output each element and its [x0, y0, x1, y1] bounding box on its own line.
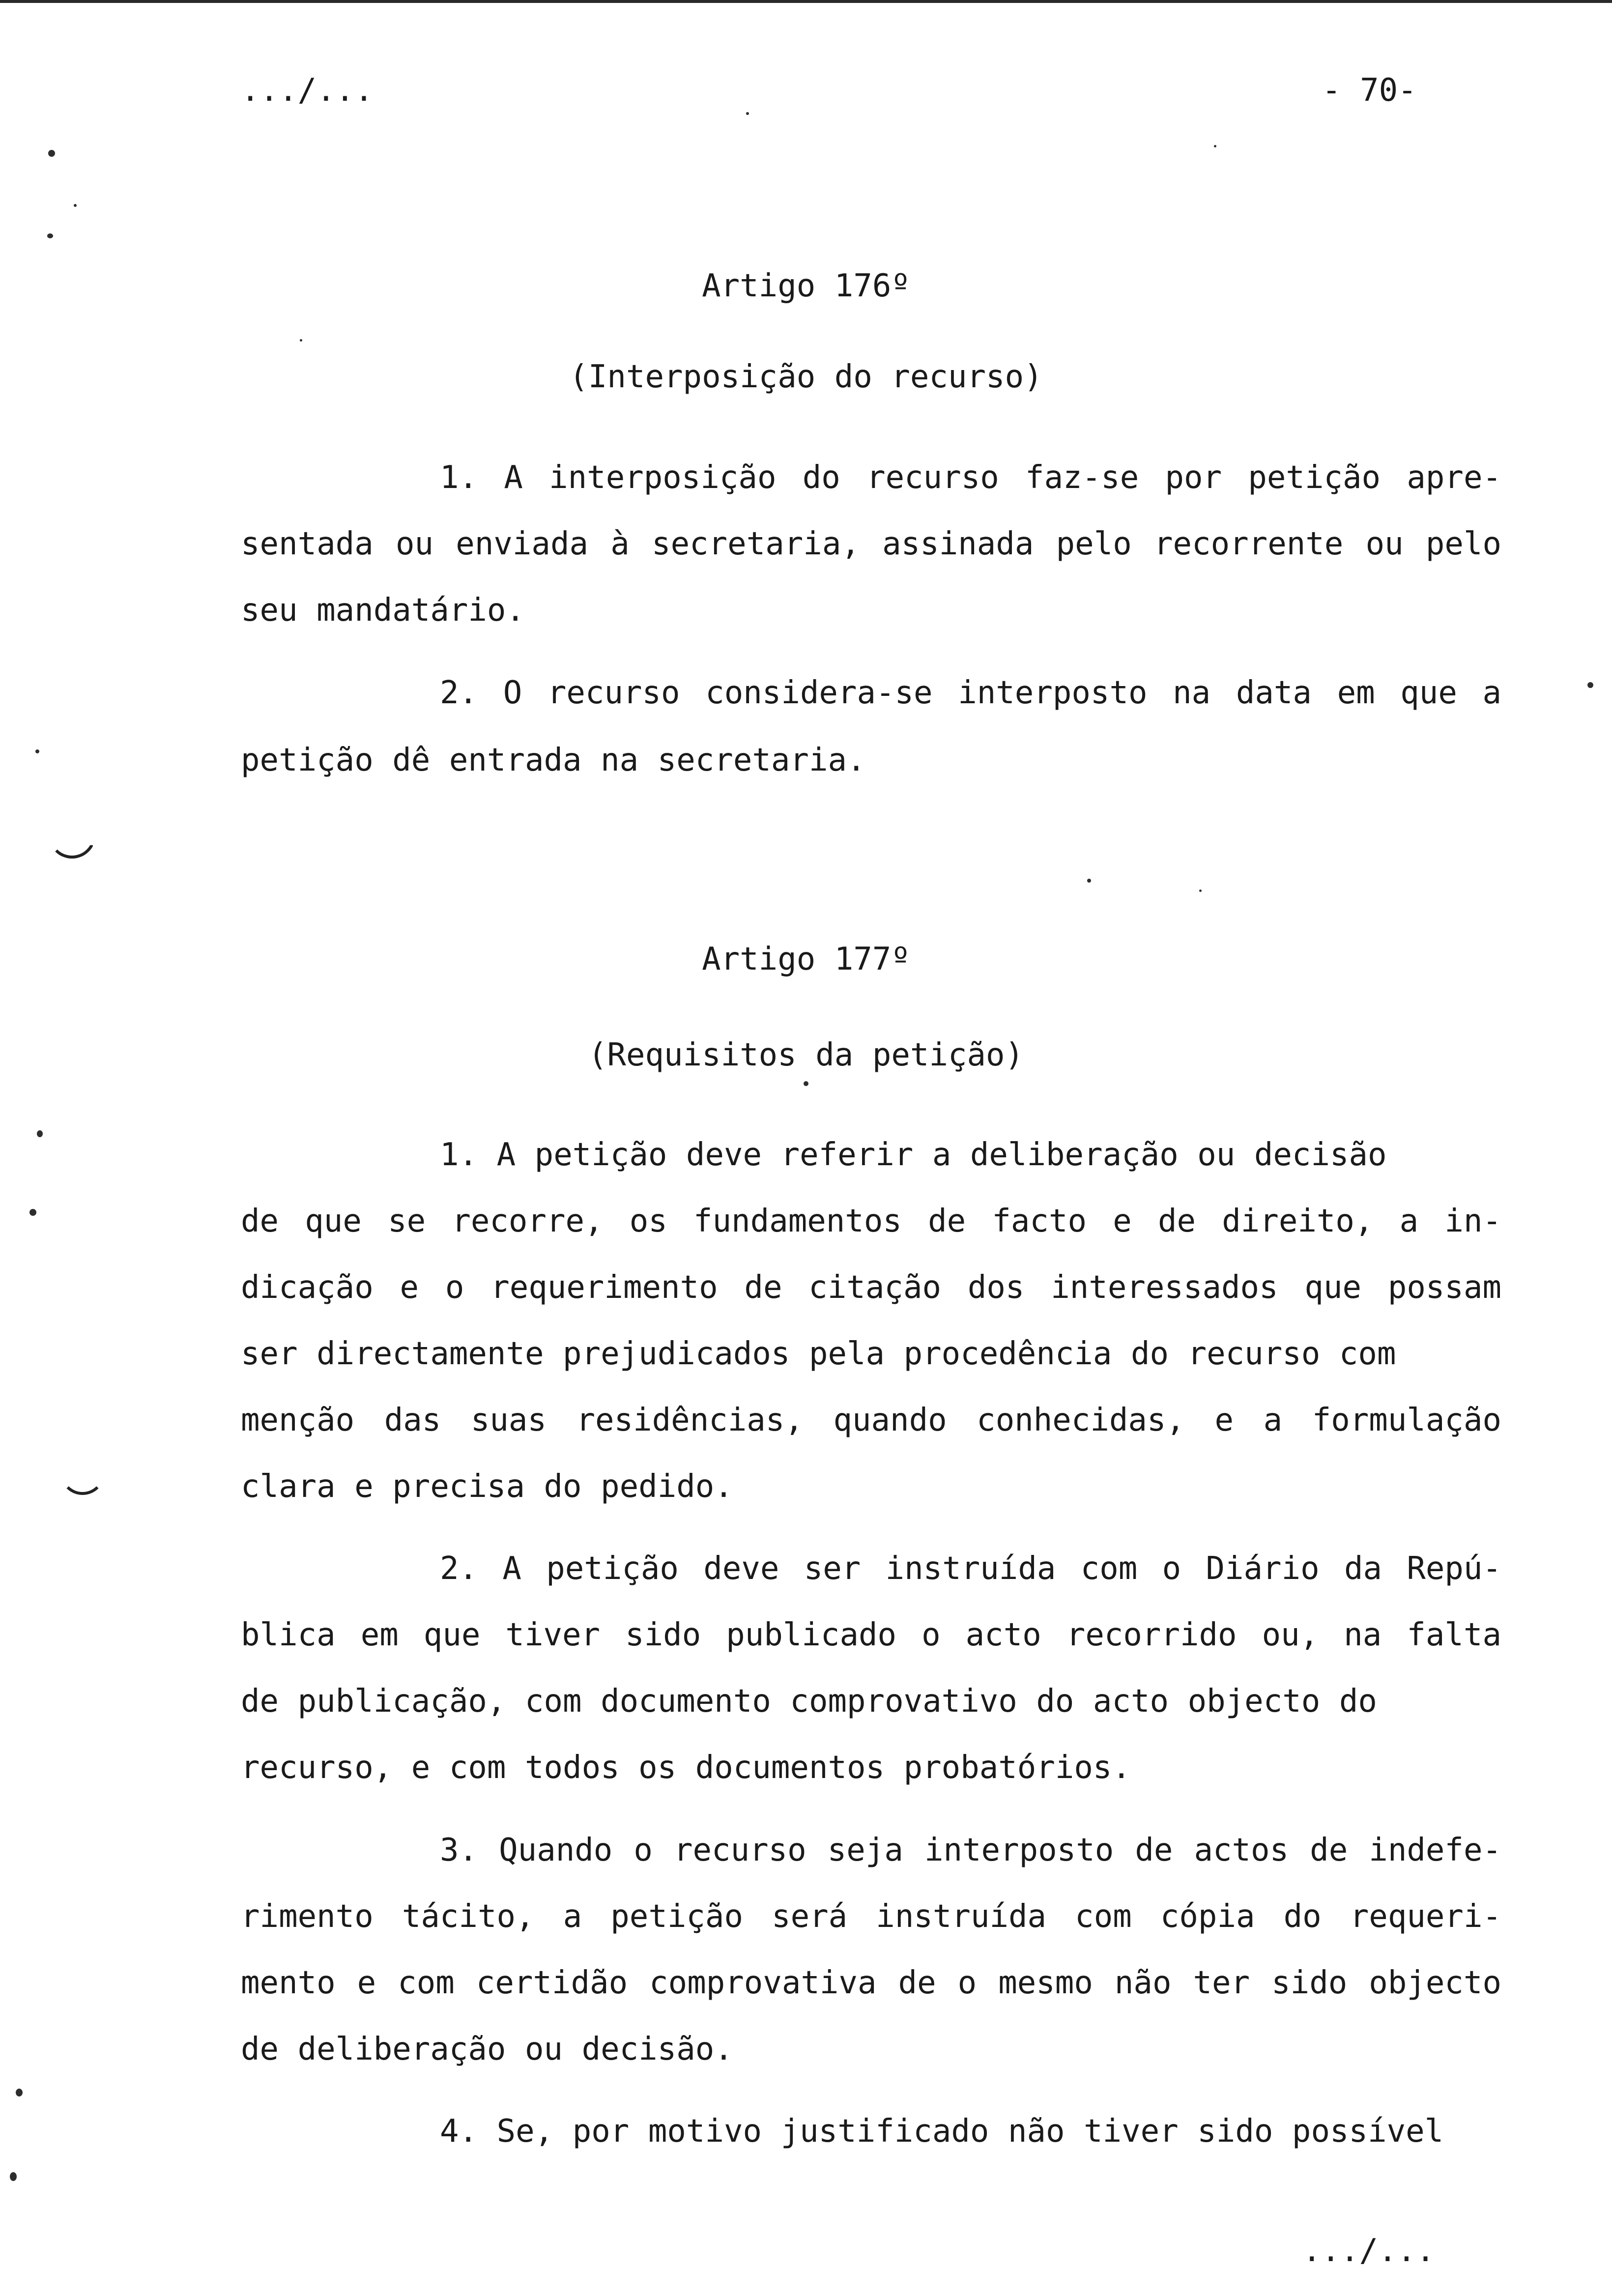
article-177-p4-line-1: 4. Se, por motivo justificado não tiver sido possível [440, 2113, 1444, 2150]
article-177-p2-line-4: recurso, e com todos os documentos probatórios. [241, 1750, 1131, 1786]
page-top-edge [0, 0, 1612, 3]
scan-speck [1587, 682, 1593, 688]
scan-speck [1199, 890, 1202, 892]
article-176-p1-line-3: seu mandatário. [241, 592, 525, 629]
scan-speck [74, 204, 77, 207]
article-177-p1-line-2: de que se recorre, os fundamentos de facto e de direito, a in- [241, 1203, 1501, 1239]
article-177-p1-line-6: clara e precisa do pedido. [241, 1468, 733, 1505]
scan-speck [746, 112, 749, 115]
article-177-subtitle: (Requisitos da petição) [588, 1037, 1024, 1073]
scan-speck [1087, 879, 1091, 883]
article-177-p1-line-5: menção das suas residências, quando conhecidas, e a formulação [241, 1402, 1501, 1438]
article-177-p1-line-1: 1. A petição deve referir a deliberação ou decisão [440, 1137, 1387, 1173]
scan-speck [48, 150, 55, 157]
scan-speck [29, 1209, 36, 1216]
article-176-subtitle: (Interposição do recurso) [569, 359, 1043, 395]
scan-speck [47, 233, 53, 238]
article-176-p2-line-2: petição dê entrada na secretaria. [241, 742, 866, 778]
article-176-title: Artigo 176º [702, 268, 910, 304]
scan-speck [10, 2172, 17, 2181]
scan-speck [1214, 145, 1216, 147]
scan-speck [16, 2089, 23, 2096]
scan-speck [804, 1081, 808, 1086]
continuation-mark-top: .../... [241, 72, 374, 109]
article-177-p2-line-1: 2. A petição deve ser instruída com o Diário da Repú- [440, 1550, 1501, 1587]
scan-mark-arc [60, 1469, 105, 1495]
article-177-p3-line-3: mento e com certidão comprovativa de o mesmo não ter sido objecto [241, 1965, 1501, 2001]
scan-mark-arc [48, 833, 96, 859]
article-177-p3-line-4: de deliberação ou decisão. [241, 2031, 733, 2067]
continuation-mark-bottom: .../... [1302, 2233, 1435, 2269]
article-177-p1-line-3: dicação e o requerimento de citação dos interessados que possam [241, 1269, 1501, 1306]
article-177-p3-line-2: rimento tácito, a petição será instruída com cópia do requeri- [241, 1898, 1501, 1935]
article-177-title: Artigo 177º [702, 941, 910, 977]
article-177-p2-line-2: blica em que tiver sido publicado o acto recorrido ou, na falta [241, 1617, 1501, 1653]
scan-speck [37, 1130, 43, 1137]
article-176-p1-line-1: 1. A interposição do recurso faz-se por petição apre- [440, 459, 1501, 496]
article-176-p1-line-2: sentada ou enviada à secretaria, assinada pelo recorrente ou pelo [241, 526, 1501, 562]
article-177-p1-line-4: ser directamente prejudicados pela procedência do recurso com [241, 1336, 1396, 1372]
page-number: - 70- [1322, 72, 1417, 109]
article-177-p2-line-3: de publicação, com documento comprovativo do acto objecto do [241, 1683, 1377, 1720]
scan-speck [300, 339, 302, 342]
article-176-p2-line-1: 2. O recurso considera-se interposto na data em que a [440, 675, 1501, 711]
scan-speck [35, 749, 39, 753]
article-177-p3-line-1: 3. Quando o recurso seja interposto de actos de indefe- [440, 1832, 1501, 1868]
